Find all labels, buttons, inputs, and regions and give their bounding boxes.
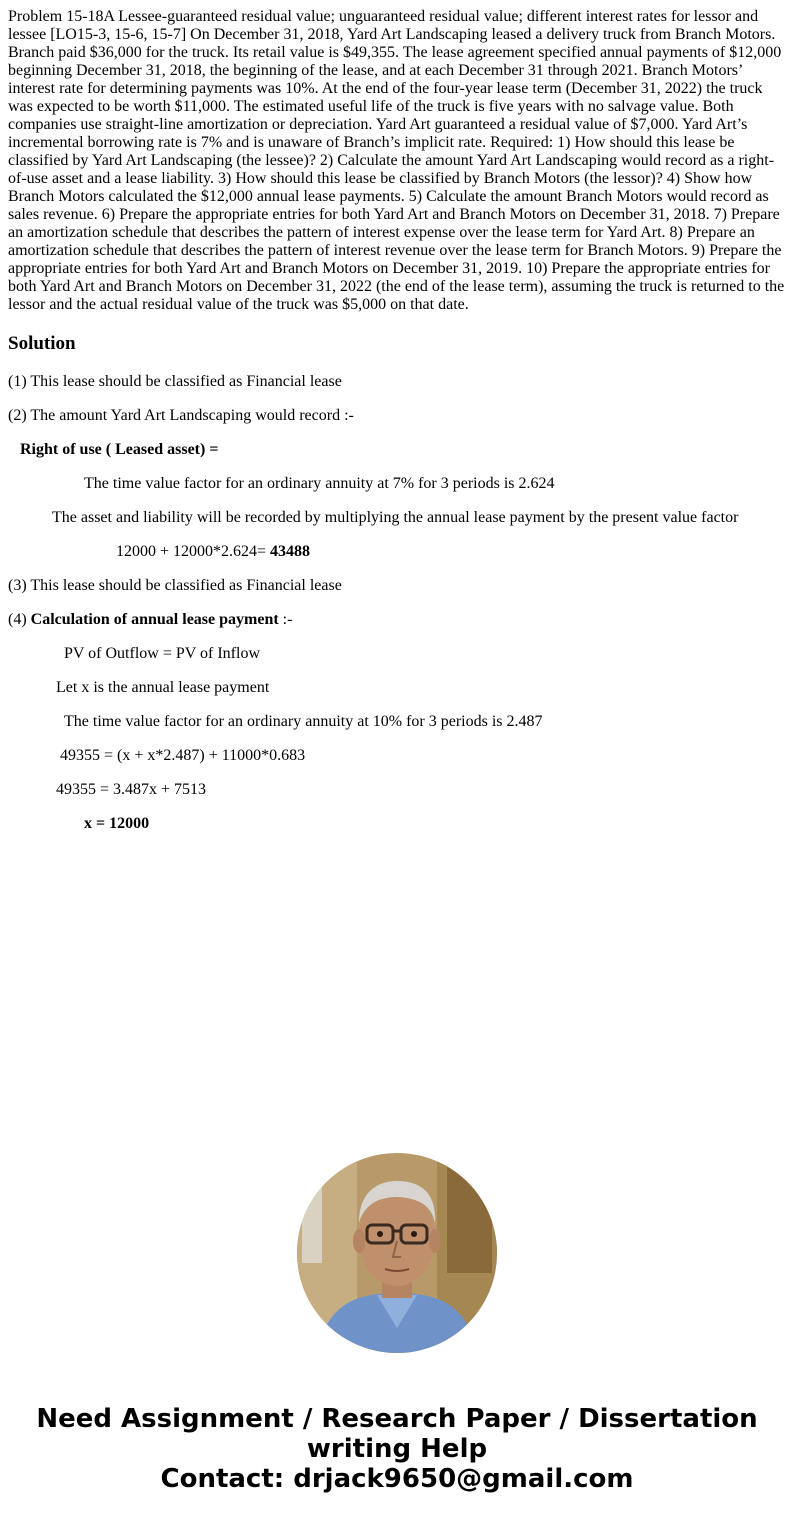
equation-result: x = 12000	[84, 815, 150, 832]
asset-liability-note: The asset and liability will be recorded by multiplying the annual lease payment by the present value factor	[52, 509, 739, 526]
rou-calculation	[116, 543, 310, 561]
let-x-statement: Let x is the annual lease payment	[56, 679, 270, 696]
solution-heading: Solution	[8, 333, 76, 354]
problem-statement: Problem 15-18A Lessee-guaranteed residual value; unguaranteed residual value; different interest rates for lessor and lessee [LO15-3, 15-6, 15-7] On December 31, 2018, Yard Art Landscaping leased a delivery truck from Branch Motors. Branch paid $36,000 for the truck. Its retail value is $49,355. The lease agreement specified annual payments of $12,000 beginning December 31, 2018, the beginning of the lease, and at each December 31 through 2021. Branch Motors’ interest rate for determining payments was 10%. At the end of the four-year lease term (December 31, 2022) the truck was expected to be worth $11,000. The estimated useful life of the truck is five years with no salvage value. Both companies use straight-line amortization or depreciation. Yard Art guaranteed a residual value of $7,000. Yard Art’s incremental borrowing rate is 7% and is unaware of Branch’s implicit rate. Required: 1) How should this lease be classified by Yard Art Landscaping (the lessee)? 2) Calculate the amount Yard Art Landscaping would record as a right-of-use asset and a lease liability. 3) How should this lease be classified by Branch Motors (the lessor)? 4) Show how Branch Motors calculated the $12,000 annual lease payments. 5) Calculate the amount Branch Motors would record as sales revenue. 6) Prepare the appropriate entries for both Yard Art and Branch Motors on December 31, 2018. 7) Prepare an amortization schedule that describes the pattern of interest expense over the lease term for Yard Art. 8) Prepare an amortization schedule that describes the pattern of interest revenue over the lease term for Branch Motors. 9) Prepare the appropriate entries for both Yard Art and Branch Motors on December 31, 2019. 10) Prepare the appropriate entries for both Yard Art and Branch Motors on December 31, 2022 (the end of the lease term), assuming the truck is returned to the lessor and the actual residual value of the truck was $5,000 on that date.	[8, 8, 785, 313]
equation-1: 49355 = (x + x*2.487) + 11000*0.683	[60, 747, 306, 764]
rou-calc-expression: 12000 + 12000*2.624=	[116, 543, 271, 560]
author-avatar	[297, 1153, 497, 1353]
answer-2-intro: (2) The amount Yard Art Landscaping would record :-	[8, 407, 354, 424]
answer-4-number: (4)	[8, 611, 31, 628]
answer-4-title: Calculation of annual lease payment	[30, 611, 279, 628]
footer-line-1: Need Assignment / Research Paper / Dissertation	[36, 1404, 758, 1434]
time-value-factor-7: The time value factor for an ordinary annuity at 7% for 3 periods is 2.624	[84, 475, 555, 492]
time-value-factor-10: The time value factor for an ordinary annuity at 10% for 3 periods is 2.487	[64, 713, 543, 730]
footer-contact: Contact: drjack9650@gmail.com	[160, 1464, 634, 1494]
author-portrait	[297, 1153, 497, 1353]
footer-advertisement	[0, 1404, 794, 1494]
rou-calc-result: 43488	[270, 543, 311, 560]
answer-4-suffix: :-	[278, 611, 293, 628]
pv-equation: PV of Outflow = PV of Inflow	[64, 645, 260, 662]
equation-2: 49355 = 3.487x + 7513	[56, 781, 207, 798]
answer-4-heading	[8, 611, 292, 629]
answer-1: (1) This lease should be classified as Financial lease	[8, 373, 342, 390]
answer-3: (3) This lease should be classified as Financial lease	[8, 577, 342, 594]
right-of-use-label: Right of use ( Leased asset) =	[20, 441, 219, 458]
footer-line-2: writing Help	[306, 1434, 488, 1464]
